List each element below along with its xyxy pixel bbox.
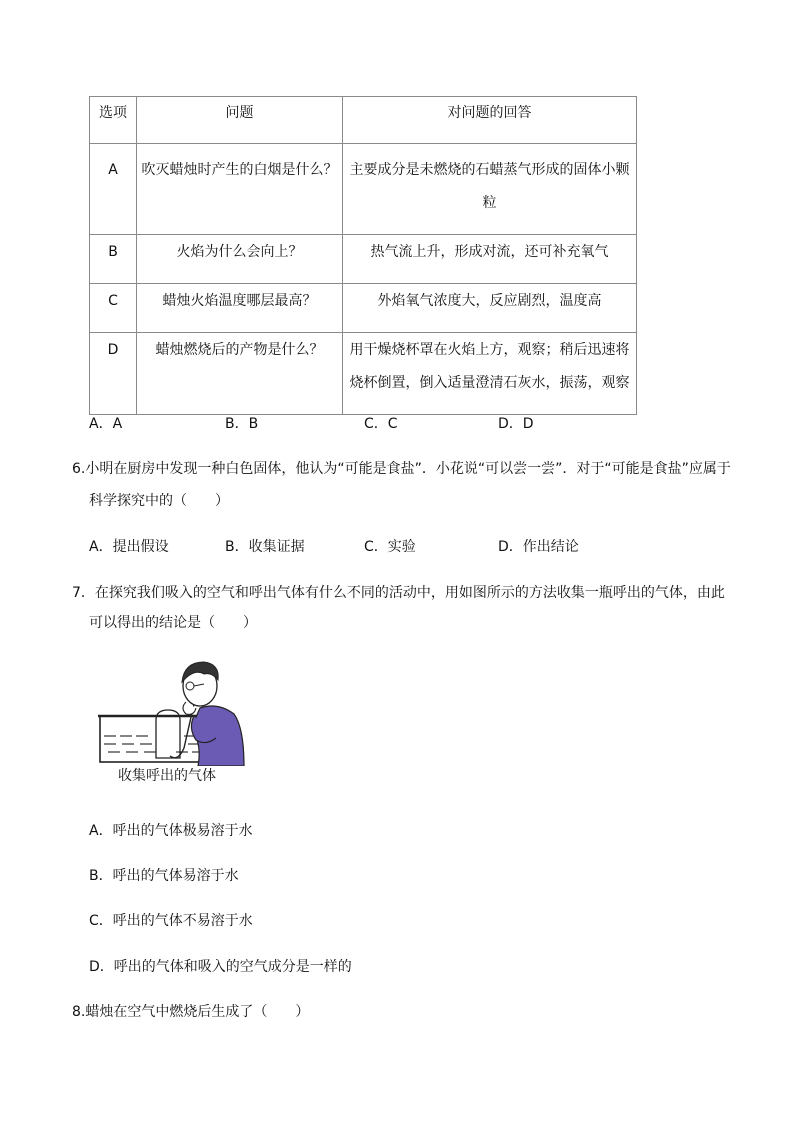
inverted-bottle <box>156 710 180 758</box>
row-question: 火焰为什么会向上？ <box>137 235 343 284</box>
row-option: B <box>90 235 137 284</box>
row-answer: 用干燥烧杯罩在火焰上方，观察；稍后迅速将烧杯倒置，倒入适量澄清石灰水，振荡，观察 <box>343 333 637 415</box>
q7-option-d[interactable]: D．呼出的气体和吸入的空气成分是一样的 <box>89 959 352 975</box>
q7-stem-line2: 可以得出的结论是（ ） <box>89 615 257 631</box>
water-surface <box>104 736 204 752</box>
q6-option-a[interactable]: A．提出假设 <box>89 539 169 555</box>
row-question: 蜡烛火焰温度哪层最高？ <box>137 284 343 333</box>
row-answer: 热气流上升，形成对流，还可补充氧气 <box>343 235 637 284</box>
row-option: A <box>90 144 137 235</box>
q6-stem-line2: 科学探究中的（ ） <box>89 493 229 509</box>
q7-option-b[interactable]: B．呼出的气体易溶于水 <box>89 868 239 884</box>
candle-question-table <box>89 96 637 415</box>
q5-option-c[interactable]: C．C <box>364 416 398 432</box>
row-question: 吹灭蜡烛时产生的白烟是什么？ <box>137 144 343 235</box>
gas-collection-illustration <box>96 658 246 766</box>
q6-option-d[interactable]: D．作出结论 <box>498 539 579 555</box>
row-option: C <box>90 284 137 333</box>
header-question: 问题 <box>137 97 343 144</box>
header-option: 选项 <box>90 97 137 144</box>
table-header-row <box>90 97 637 144</box>
q6-option-b[interactable]: B．收集证据 <box>225 539 305 555</box>
row-answer: 主要成分是未燃烧的石蜡蒸气形成的固体小颗粒 <box>343 144 637 235</box>
header-answer: 对问题的回答 <box>343 97 637 144</box>
figure-caption: 收集呼出的气体 <box>118 768 216 784</box>
q7-option-a[interactable]: A．呼出的气体极易溶于水 <box>89 823 253 839</box>
table-row <box>90 144 637 235</box>
q5-option-d[interactable]: D．D <box>498 416 534 432</box>
q7-stem-line1: 7．在探究我们吸入的空气和呼出气体有什么不同的活动中，用如图所示的方法收集一瓶呼出的气体，由此 <box>72 585 725 601</box>
q6-stem-line1: 6.小明在厨房中发现一种白色固体，他认为“可能是食盐”．小花说“可以尝一尝”．对于“可能是食盐”应属于 <box>72 461 731 477</box>
q5-option-a[interactable]: A．A <box>89 416 123 432</box>
table-row <box>90 333 637 415</box>
q7-option-c[interactable]: C．呼出的气体不易溶于水 <box>89 913 253 929</box>
row-answer: 外焰氧气浓度大，反应剧烈，温度高 <box>343 284 637 333</box>
table-row <box>90 284 637 333</box>
q5-option-b[interactable]: B．B <box>225 416 259 432</box>
q8-stem-line1: 8.蜡烛在空气中燃烧后生成了（ ） <box>72 1004 310 1020</box>
row-option: D <box>90 333 137 415</box>
q6-option-c[interactable]: C．实验 <box>364 539 416 555</box>
table-row <box>90 235 637 284</box>
row-question: 蜡烛燃烧后的产物是什么？ <box>137 333 343 415</box>
